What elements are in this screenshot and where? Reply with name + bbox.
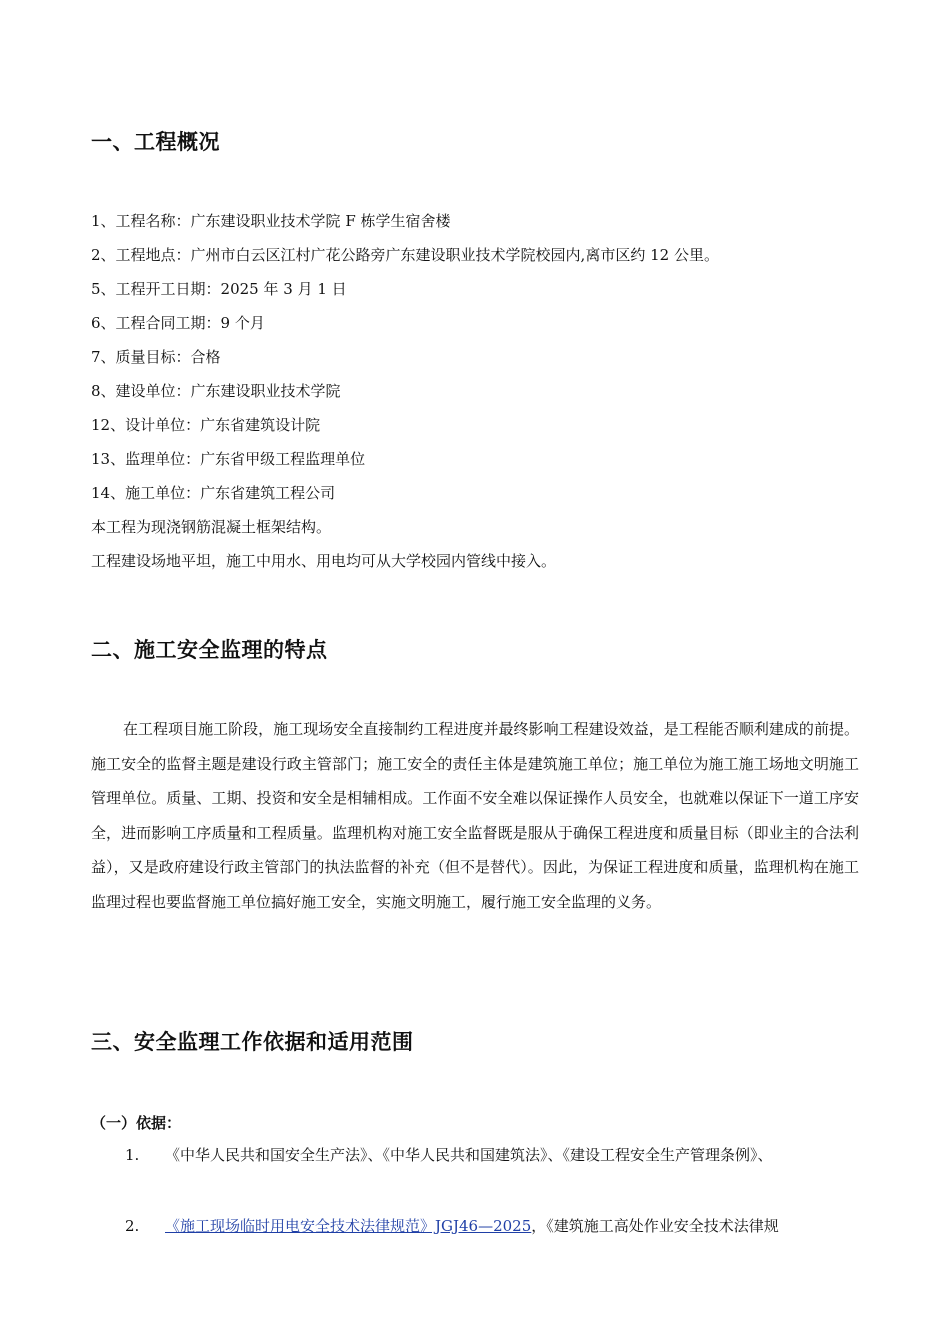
overview-line: 工程建设场地平坦，施工中用水、用电均可从大学校园内管线中接入。 <box>91 552 557 570</box>
basis-item-number: 1. <box>125 1146 140 1164</box>
basis-item-1 <box>91 1137 859 1173</box>
section-title-basis: 三、安全监理工作依据和适用范围 <box>91 1030 414 1054</box>
overview-line: 13、监理单位：广东省甲级工程监理单位 <box>91 450 366 468</box>
regulation-link[interactable]: 《施工现场临时用电安全技术法律规范》JGJ46—2025 <box>165 1217 532 1235</box>
basis-item-text: ，《建筑施工高处作业安全技术法律规 <box>531 1217 779 1235</box>
basis-item-text: 《中华人民共和国安全生产法》、《中华人民共和国建筑法》、《建设工程安全生产管理条例》、 <box>165 1146 773 1164</box>
basis-item-2 <box>91 1208 859 1244</box>
overview-line: 12、设计单位：广东省建筑设计院 <box>91 416 321 434</box>
section-title-overview: 一、工程概况 <box>91 130 220 154</box>
overview-line: 6、工程合同工期：9 个月 <box>91 314 265 332</box>
overview-line: 14、施工单位：广东省建筑工程公司 <box>91 484 336 502</box>
overview-line: 2、工程地点：广州市白云区江村广花公路旁广东建设职业技术学院校园内,离市区约 12 公里。 <box>91 246 719 264</box>
features-paragraph: 在工程项目施工阶段，施工现场安全直接制约工程进度并最终影响工程建设效益，是工程能否顺利建成的前提。施工安全的监督主题是建设行政主管部门；施工安全的责任主体是建筑施工单位；施工单位为施工施工场地文明施工管理单位。质量、工期、投资和安全是相辅相成。工作面不安全难以保证操作人员安全，也就难以保证下一道工序安全，进而影响工序质量和工程质量。监理机构对施工安全监督既是服从于确保工程进度和质量目标（即业主的合法利益），又是政府建设行政主管部门的执法监督的补充（但不是替代）。因此，为保证工程进度和质量，监理机构在施工监理过程也要监督施工单位搞好施工安全，实施文明施工，履行施工安全监理的义务。 <box>91 720 859 911</box>
overview-line: 1、工程名称：广东建设职业技术学院 F 栋学生宿舍楼 <box>91 212 451 230</box>
overview-line: 5、工程开工日期：2025 年 3 月 1 日 <box>91 280 347 298</box>
basis-item-number: 2. <box>125 1217 140 1235</box>
section-title-features: 二、施工安全监理的特点 <box>91 638 328 662</box>
overview-line: 本工程为现浇钢筋混凝土框架结构。 <box>91 518 332 536</box>
overview-line: 7、质量目标：合格 <box>91 348 221 366</box>
basis-heading: （一）依据： <box>91 1114 182 1132</box>
overview-line: 8、建设单位：广东建设职业技术学院 <box>91 382 341 400</box>
